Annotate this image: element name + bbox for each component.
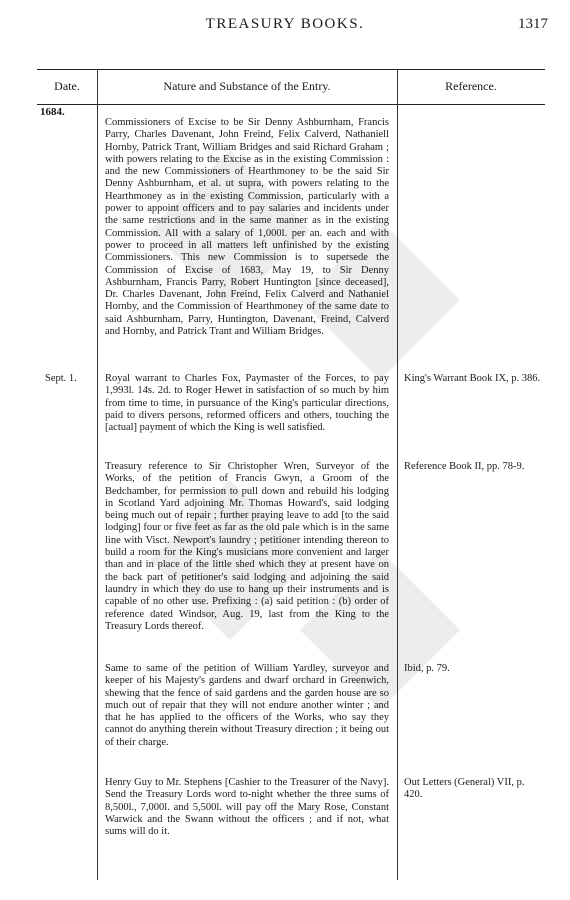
column-header-reference: Reference. <box>445 79 497 93</box>
entry-reference: King's Warrant Book IX, p. 386. <box>404 373 541 384</box>
entry-date: Sept. 1. <box>45 373 77 384</box>
table-top-rule <box>37 69 545 70</box>
entry-reference: Reference Book II, pp. 78-9. <box>404 461 525 472</box>
entry-text: Same to same of the petition of William Yardley, surveyor and keeper of his Majesty's gardens and dwarf orchard in Greenwich, shewing that the fence of said gardens and the garden house are so much out of repair that they will not endure another winter ; and that he has applied to the officers of the Works, who say they cannot do anything therein without Treasury direction ; it being out of their charge. <box>105 663 389 748</box>
entry-text: Royal warrant to Charles Fox, Paymaster of the Forces, to pay 1,993l. 14s. 2d. to Roger Hewet in satisfaction of so much by him from time to time, in pursuance of the King's particular directions, paid to divers persons, reformed officers and others, touching the [actual] payment of which the King is well satisfied. <box>105 373 389 434</box>
column-divider <box>97 69 98 880</box>
year-label: 1684. <box>40 106 65 118</box>
entry-text: Treasury reference to Sir Christopher Wren, Surveyor of the Works, of the petition of Francis Gwyn, a Groom of the Bedchamber, for permission to pull down and rebuild his lodging in Scotland Yard adjoining Mr. Thomas Howard's, said lodging being much out of repair ; further praying leave to add [to the said lodging] four or five feet as far as the old pale which is in the same line with Visct. Newport's laundry ; petitioner intending thereon to build a room for the King's musicians more convenient and larger than and in place of the little shed which they at present have on the back part of petitioner's said lodging and adjoining the said laundry in which they do use to hang up their instruments and is capable of no other use. Prefixing : (a) said petition : (b) order of reference dated Windsor, Aug. 19, last from the King to the Treasury Lords thereof. <box>105 461 389 632</box>
entry-text: Commissioners of Excise to be Sir Denny Ashburnham, Francis Parry, Charles Davenant, John Freind, Felix Calverd, Nathaniell Hornby, Patrick Trant, William Bridges and said Richard Graham ; with powers relating to the Excise as in the existing Commission : and the new Commissioners of Hearthmoney to be the said Sir Denny Ashburnham, et al. ut supra, with powers relating to the Hearthmoney as in the existing Commission, particularly with a power to appoint officers and to pay salaries and incidents under the same restrictions and in the same manner as in the existing Commission. All with a salary of 1,000l. per an. each and with power to proceed in all matters left unfinished by the existing Commissioners. This new Commission is to supersede the Commission of Excise of 1683, May 19, to Sir Denny Ashburnham, Francis Parry, Robert Huntington [since deceased], Dr. Charles Davenant, John Freind, Felix Calverd and Nathaniel Hornby, and the Commission of Hearthmoney of the same date to said Ashburnham, Parry, Huntington, Davenant, Freind, Calverd and Hornby, and Patrick Trant and William Bridges. <box>105 117 389 338</box>
entry-reference: Out Letters (General) VII, p. 420. <box>404 777 525 801</box>
page-number: 1317 <box>518 16 548 32</box>
entry-text: Henry Guy to Mr. Stephens [Cashier to the Treasurer of the Navy]. Send the Treasury Lords word to-night whether the three sums of 8,500l., 7,000l. and 5,500l. will pay off the Mary Rose, Constant Warwick and the Swann without the officers ; and if not, what sums will do it. <box>105 777 389 838</box>
table-header-rule <box>37 104 545 105</box>
column-header-nature: Nature and Substance of the Entry. <box>163 79 331 93</box>
page-header-title: TREASURY BOOKS. <box>205 16 365 32</box>
column-header-date: Date. <box>54 79 80 93</box>
entry-reference: Ibid, p. 79. <box>404 663 450 674</box>
column-divider <box>397 69 398 880</box>
